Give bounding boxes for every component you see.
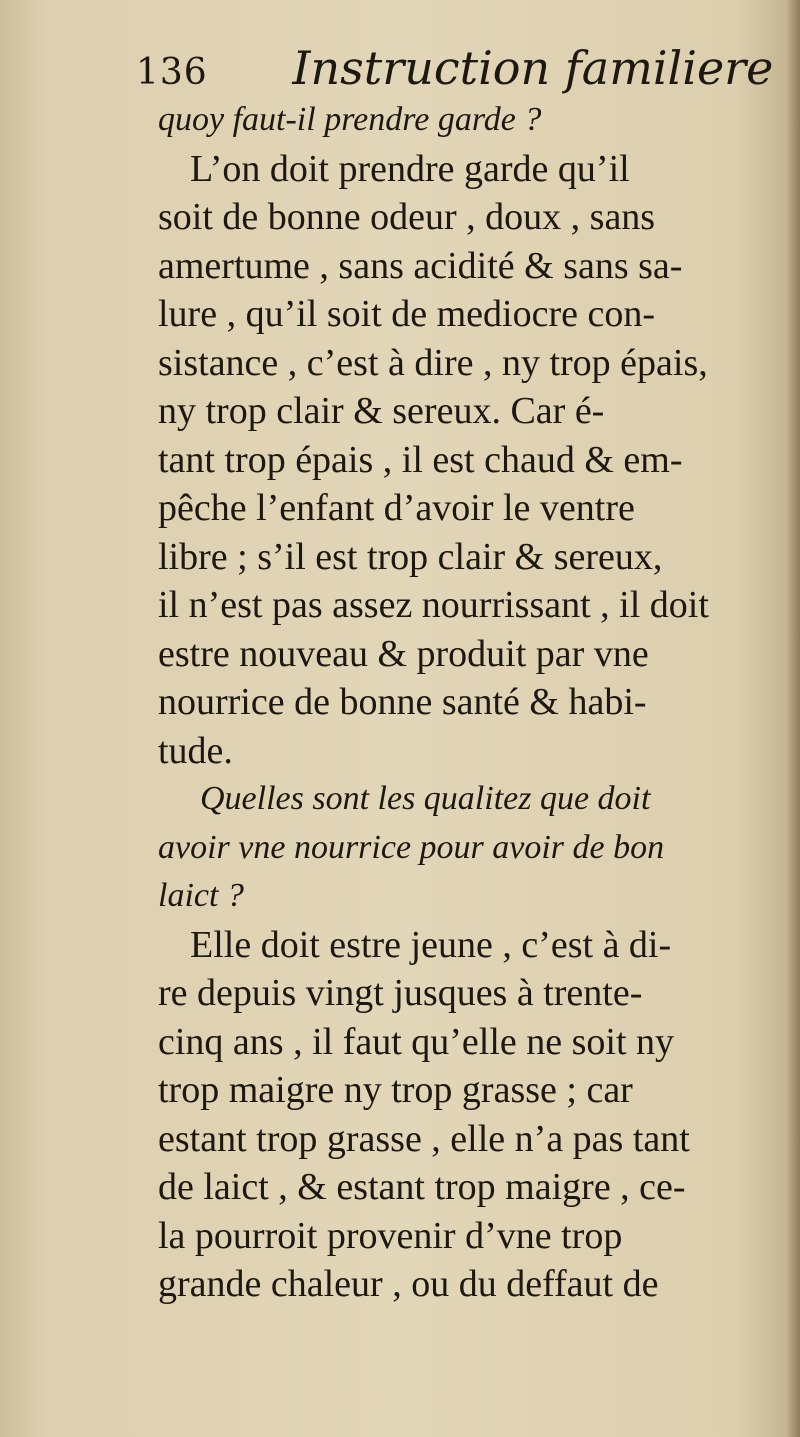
text-line: grande chaleur , ou du deffaut de [158, 1263, 659, 1305]
text-line: estant trop grasse , elle n’a pas tant [158, 1117, 690, 1160]
text-line: trop maigre ny trop grasse ; car [158, 1069, 633, 1111]
text-line: cinq ans , il faut qu’elle ne soit ny [158, 1020, 675, 1063]
page-number: 136 [136, 52, 208, 93]
text-line: il n’est pas assez nourrissant , il doit [158, 584, 709, 626]
text-line: quoy faut-il prendre garde ? [158, 101, 542, 138]
text-line: estre nouveau & produit par vne [158, 632, 649, 675]
text-line: pêche l’enfant d’avoir le ventre [158, 487, 635, 529]
text-line: libre ; s’il est trop clair & sereux, [158, 535, 663, 578]
text-line: tant trop épais , il est chaud & em- [158, 438, 683, 481]
text-line: sistance , c’est à dire , ny trop épais, [158, 341, 708, 384]
text-line: ny trop clair & sereux. Car é- [158, 390, 605, 432]
text-line: re depuis vingt jusques à trente- [158, 972, 643, 1014]
text-line: avoir vne nourrice pour avoir de bon [158, 828, 665, 866]
text-line: de laict , & estant trop maigre , ce- [158, 1166, 686, 1208]
text-line: tude. [158, 729, 233, 772]
body-text [158, 96, 798, 1309]
text-line: lure , qu’il soit de mediocre con- [158, 293, 656, 335]
text-line: Quelles sont les qualitez que doit [200, 780, 651, 817]
text-line: amertume , sans acidité & sans sa- [158, 244, 683, 287]
page-header [136, 38, 774, 98]
text-line: soit de bonne odeur , doux , sans [158, 196, 656, 238]
running-title: Instruction familiere [292, 41, 774, 95]
text-line: Elle doit estre jeune , c’est à di- [190, 923, 672, 966]
text-line: laict ? [158, 877, 244, 914]
text-line: la pourroit provenir d’vne trop [158, 1214, 623, 1257]
text-line: nourrice de bonne santé & habi- [158, 681, 647, 723]
page-edge-shadow [786, 0, 800, 1437]
text-line: L’on doit prendre garde qu’il [190, 147, 630, 190]
